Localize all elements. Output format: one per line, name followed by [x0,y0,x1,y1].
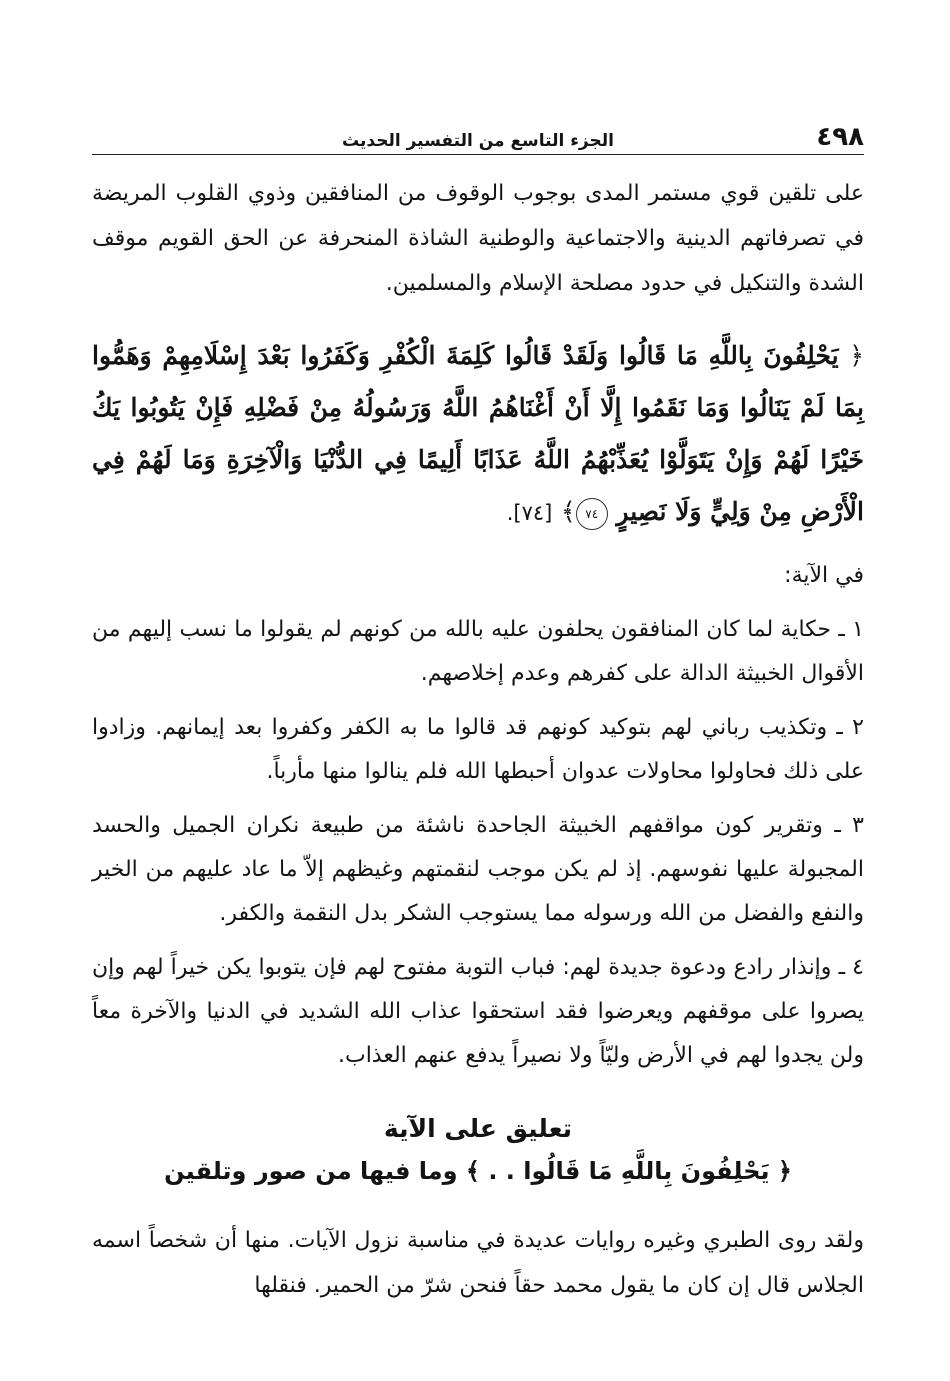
point-item: ٢ ـ وتكذيب رباني لهم بتوكيد كونهم قد قالوا ما به الكفر وكفروا بعد إيمانهم. وزادوا على ذلك فحاولوا محاولات عدوان أحبطها الله فلم ينالوا منها مأرباً. [92,715,864,784]
quran-verse [92,330,864,539]
ayah-number-marker: ٧٤ [576,498,608,530]
closing-paragraph: ولقد روى الطبري وغيره روايات عديدة في مناسبة نزول الآيات. منها أن شخصاً اسمه الجلاس قال إن كان ما يقول محمد حقاً فنحن شرّ من الحمير. فنقلها [92,1228,864,1298]
section-subtitle: ﴿ يَحْلِفُونَ بِاللَّهِ مَا قَالُوا . . ﴾ وما فيها من صور وتلقين [164,1157,792,1185]
verse-text: يَحْلِفُونَ بِاللَّهِ مَا قَالُوا وَلَقَدْ قَالُوا كَلِمَةَ الْكُفْرِ وَكَفَرُوا بَعْدَ إِسْلَامِهِمْ وَهَمُّوا بِمَا لَمْ يَنَالُوا وَمَا نَقَمُوا إِلَّا أَنْ أَغْنَاهُمُ اللَّهُ وَرَسُولُهُ مِنْ فَضْلِهِ فَإِنْ يَتُوبُوا يَكُ خَيْرًا لَهُمْ وَإِنْ يَتَوَلَّوْا يُعَذِّبْهُمُ اللَّهُ عَذَابًا أَلِيمًا فِي الدُّنْيَا وَالْآخِرَةِ وَمَا لَهُمْ فِي الْأَرْضِ مِنْ وَلِيٍّ وَلَا نَصِيرٍ [92,341,864,526]
intro-paragraph: على تلقين قوي مستمر المدى بوجوب الوقوف من المنافقين وذوي القلوب المريضة في تصرفاتهم الدينية والاجتماعية والوطنية الشاذة المنحرفة عن الحق القويم موقف الشدة والتنكيل في حدود مصلحة الإسلام والمسلمين. [92,181,864,296]
in-the-verse-label: في الآية: [784,563,864,588]
verse-close-bracket: ﴾ [561,497,576,526]
page-number: ٤٩٨ [816,122,864,152]
point-item: ٤ ـ وإنذار رادع ودعوة جديدة لهم: فباب التوبة مفتوح لهم فإن يتوبوا يكن خيراً لهم وإن يصروا على موقفهم ويعرضوا فقد استحقوا عذاب الله الشديد في الدنيا والآخرة معاً ولن يجدوا لهم في الأرض وليّاً ولا نصيراً يدفع عنهم العذاب. [92,955,864,1068]
verse-reference: [٧٤]. [506,501,553,525]
header-title: الجزء التاسع من التفسير الحديث [342,131,614,151]
page [92,112,864,1308]
point-item: ١ ـ حكاية لما كان المنافقون يحلفون عليه بالله من كونهم لم يقولوا ما نسب إليهم من الأقوال الخبيثة الدالة على كفرهم وعدم إخلاصهم. [92,617,864,686]
running-header [92,112,864,155]
section-title: تعليق على الآية [383,1114,573,1143]
point-item: ٣ ـ وتقرير كون مواقفهم الخبيثة الجاحدة ناشئة من طبيعة نكران الجميل والحسد المجبولة عليها نفوسهم. إذ لم يكن موجب لنقمتهم وغيظهم إلاّ ما عاد عليهم من الخير والنفع والفضل من الله ورسوله مما يستوجب الشكر بدل النقمة والكفر. [92,813,864,926]
verse-open-bracket: ﴿ [849,341,864,370]
